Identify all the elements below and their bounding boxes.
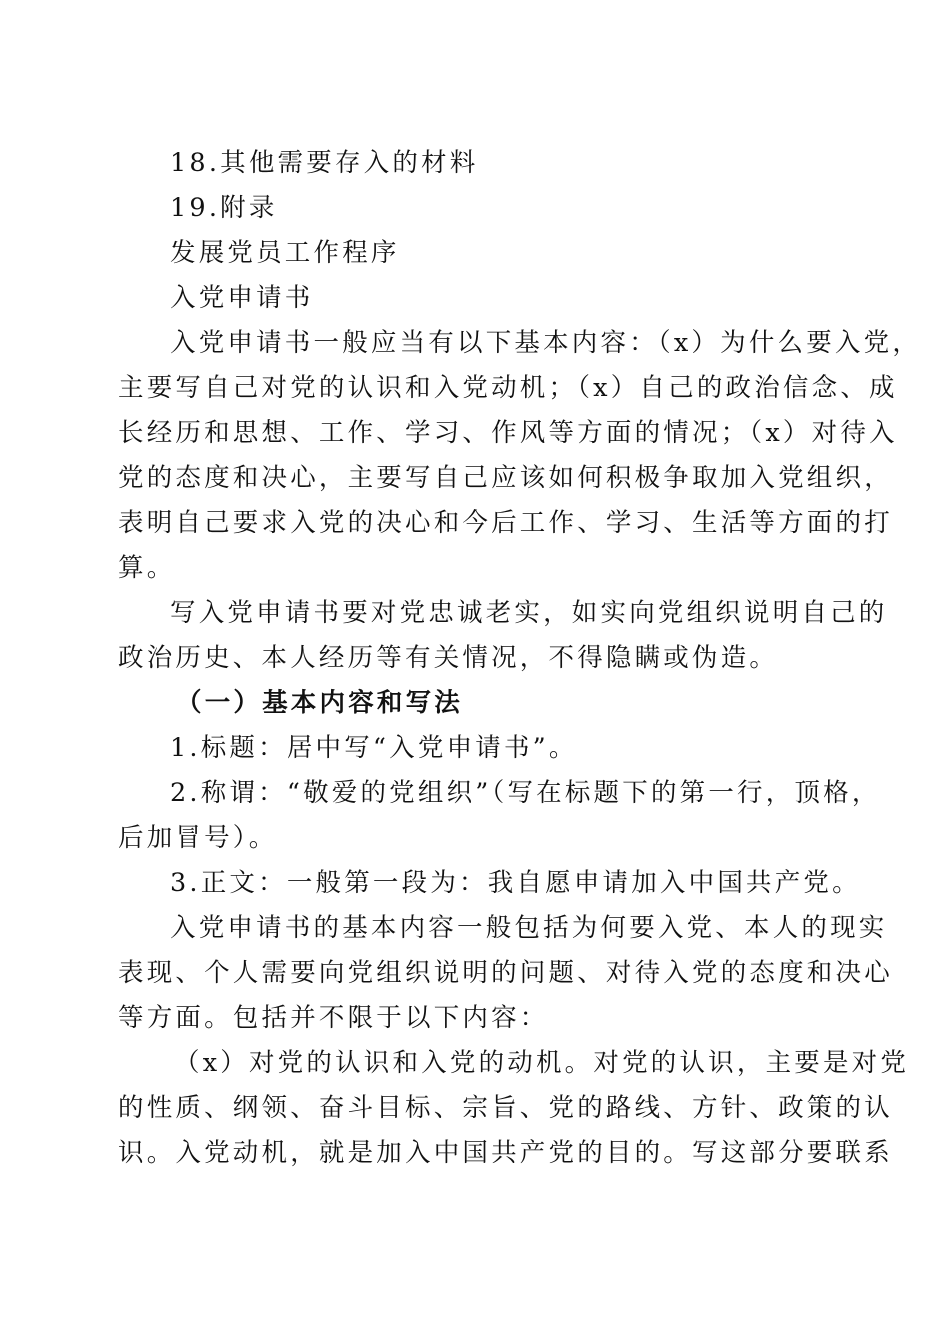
list-item: 3.正文：一般第一段为：我自愿申请加入中国共产党。 [170,868,861,898]
paragraph-line: 等方面。包括并不限于以下内容： [118,1003,549,1033]
paragraph-line: 表现、个人需要向党组织说明的问题、对待入党的态度和决心 [118,958,893,988]
paragraph-line: 长经历和思想、工作、学习、作风等方面的情况；（x）对待入 [118,418,898,448]
text-line: 19.附录 [170,193,278,223]
paragraph-line: 入党申请书一般应当有以下基本内容：（x）为什么要入党， [170,328,922,358]
text-line: 18.其他需要存入的材料 [170,148,479,178]
paragraph-line: （x）对党的认识和入党的动机。对党的认识，主要是对党 [174,1048,910,1078]
list-item: 2.称谓：“敬爱的党组织”（写在标题下的第一行，顶格， [170,778,881,808]
paragraph-line: 算。 [118,553,176,583]
paragraph-line: 党的态度和决心，主要写自己应该如何积极争取加入党组织， [118,463,893,493]
paragraph-line: 入党申请书的基本内容一般包括为何要入党、本人的现实 [170,913,888,943]
section-heading: （一）基本内容和写法 [176,688,464,718]
paragraph-line: 写入党申请书要对党忠诚老实，如实向党组织说明自己的 [170,598,888,628]
paragraph-line: 识。入党动机，就是加入中国共产党的目的。写这部分要联系 [118,1138,893,1168]
list-item-continuation: 后加冒号）。 [118,823,278,853]
paragraph-line: 主要写自己对党的认识和入党动机；（x）自己的政治信念、成 [118,373,898,403]
document-body [118,141,922,1176]
list-item: 1.标题：居中写“入党申请书”。 [170,733,578,763]
paragraph-line: 表明自己要求入党的决心和今后工作、学习、生活等方面的打 [118,508,893,538]
paragraph-line: 的性质、纲领、奋斗目标、宗旨、党的路线、方针、政策的认 [118,1093,893,1123]
text-line: 发展党员工作程序 [170,238,400,268]
text-line: 入党申请书 [170,283,314,313]
paragraph-line: 政治历史、本人经历等有关情况，不得隐瞒或伪造。 [118,643,779,673]
